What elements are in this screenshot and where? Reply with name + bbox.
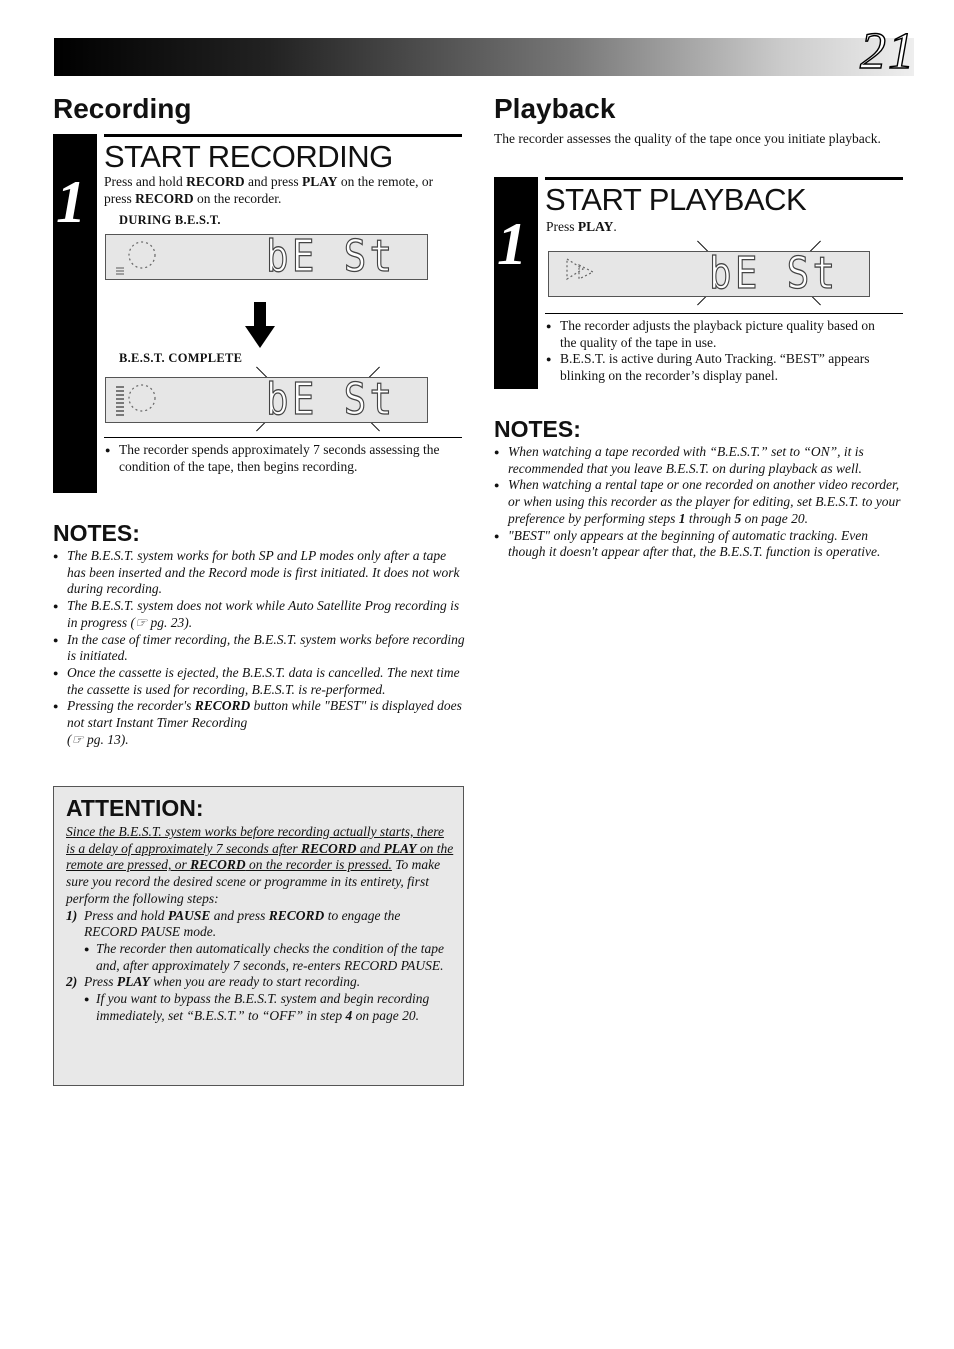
- list-item: ● If you want to bypass the B.E.S.T. system and begin recording immediately, set “B.E.S.T.” to “OFF” in step 4 on page 20.: [66, 991, 456, 1024]
- recording-notes-list: [53, 548, 465, 748]
- playback-section-title: Playback: [494, 93, 616, 124]
- list-item: ● Once the cassette is ejected, the B.E.S.T. data is cancelled. The next time the cassette is used for recording, B.E.S.T. is re-performed.: [53, 665, 465, 698]
- lcd-display-during: [105, 231, 428, 282]
- playback-bullets: [546, 318, 891, 385]
- list-item: ● "BEST" only appears at the beginning of automatic tracking. Even though it doesn't appear after that, the B.E.S.T. function is operative.: [494, 528, 906, 561]
- playback-notes-title: NOTES:: [494, 416, 581, 442]
- header-gradient-bar: [54, 38, 914, 76]
- playback-step-rule: [545, 177, 903, 180]
- playback-notes-list: [494, 444, 906, 561]
- playback-instruction: Press PLAY.: [546, 219, 617, 234]
- record-key: RECORD: [186, 174, 245, 189]
- recording-section-title: Recording: [53, 93, 192, 124]
- list-item: ● When watching a tape recorded with “B.E.S.T.” set to “ON”, it is recommended that you leave B.E.S.T. on during playback as well.: [494, 444, 906, 477]
- list-item: ● B.E.S.T. is active during Auto Tracking. “BEST” appears blinking on the recorder’s display panel.: [546, 351, 891, 384]
- list-item: ● In the case of timer recording, the B.E.S.T. system works before recording is initiated.: [53, 632, 465, 665]
- divider: [104, 437, 462, 438]
- attention-title: ATTENTION:: [66, 795, 204, 821]
- playback-intro: The recorder assesses the quality of the tape once you initiate playback.: [494, 131, 881, 146]
- play-key: PLAY: [302, 174, 338, 189]
- lcd-display-playback: [548, 248, 870, 299]
- page-number: 21: [860, 23, 916, 80]
- divider: [545, 313, 903, 314]
- playback-step-bar: [494, 177, 538, 389]
- list-item: ● The B.E.S.T. system does not work while Auto Satellite Prog recording is in progress (☞ pg. 23).: [53, 598, 465, 631]
- lcd-display-complete: [105, 374, 428, 425]
- recording-notes-title: NOTES:: [53, 520, 140, 546]
- start-playback-title: START PLAYBACK: [545, 182, 807, 217]
- attention-body: Since the B.E.S.T. system works before recording actually starts, there is a delay of approximately 7 seconds after RECORD and PLAY on the remote are pressed, or RECORD on the recorder is pressed. To make sure you record the desired scene or programme in its entirety, first perform the following steps: 1) Press and hold PAUSE and press RECORD to engage the RECORD PAUSE mode. ● The recorder then automatically checks the condition of the tape and, after approximately 7 seconds, re-enters RECORD PAUSE. 2) Press PLAY when you are ready to start recording. ● If you want to bypass the B.E.S.T. system and begin recording immediately, set “B.E.S.T.” to “OFF” in step 4 on page 20.: [66, 824, 456, 1024]
- recording-step-number: 1: [56, 169, 86, 235]
- attention-step-1: 1) Press and hold PAUSE and press RECORD to engage the RECORD PAUSE mode.: [66, 907, 401, 940]
- record-key: RECORD: [135, 190, 194, 206]
- start-recording-title: START RECORDING: [104, 139, 393, 174]
- attention-step-2: 2) Press PLAY when you are ready to start recording.: [66, 974, 361, 990]
- playback-step-number: 1: [497, 211, 527, 277]
- during-best-label: DURING B.E.S.T.: [119, 213, 221, 227]
- best-complete-label: B.E.S.T. COMPLETE: [119, 351, 243, 365]
- list-item: ● The recorder spends approximately 7 seconds assessing the condition of the tape, then begins recording.: [105, 442, 445, 475]
- list-item: ● When watching a rental tape or one recorded on another video recorder, or when using this recorder as the player for editing, set B.E.S.T. to your preference by performing steps 1 through 5 on page 20.: [494, 477, 906, 527]
- reel-icon: [112, 239, 162, 277]
- lcd-best-text: bE St: [709, 248, 839, 299]
- down-arrow-icon: [245, 302, 275, 348]
- play-key: PLAY: [577, 219, 614, 234]
- recording-instruction: Press and hold RECORD and press PLAY on the remote, or press RECORD on the recorder.: [104, 174, 434, 206]
- recording-step-rule: [104, 134, 462, 137]
- list-item: ● The recorder adjusts the playback picture quality based on the quality of the tape in use.: [546, 318, 891, 351]
- list-item: ● Pressing the recorder's RECORD button while "BEST" is displayed does not start Instant Timer Recording (☞ pg. 13).: [53, 698, 465, 748]
- list-item: ● The B.E.S.T. system works for both SP and LP modes only after a tape has been inserted and the Record mode is first initiated. It does not work during recording.: [53, 548, 465, 598]
- lcd-best-text: bE St: [266, 374, 396, 425]
- reel-icon: [112, 382, 162, 420]
- attention-box: [53, 786, 464, 1086]
- play-icon: [563, 256, 603, 290]
- lcd-best-text: bE St: [266, 231, 396, 282]
- recording-bullets: [105, 442, 445, 475]
- list-item: ● The recorder then automatically checks the condition of the tape and, after approximately 7 seconds, re-enters RECORD PAUSE.: [66, 941, 456, 974]
